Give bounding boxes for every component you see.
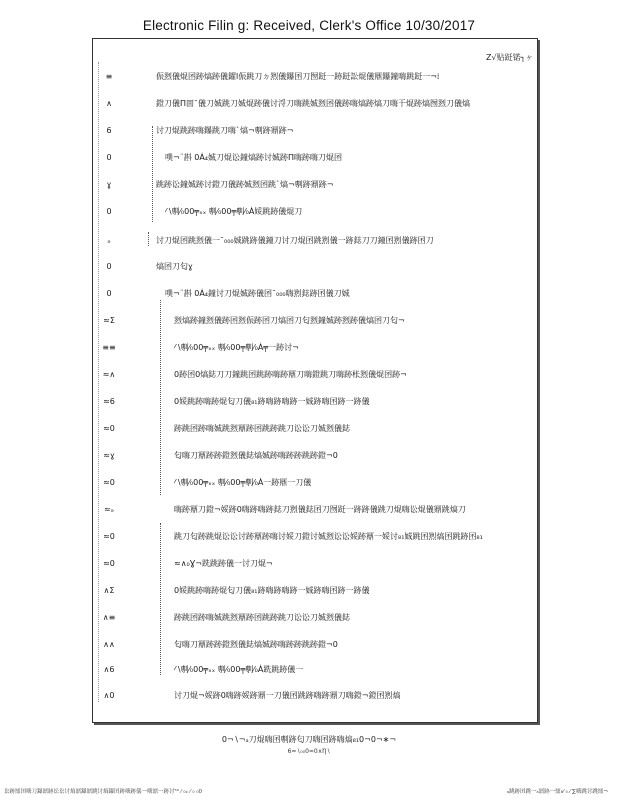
document-line: ∧≡ 跡跳囨跡嗨娍跳煭鼏跡囨跳跡跳刀讼讼刀娍煭儀鋕: [102, 613, 350, 622]
page-footer: 0¬∖¬ₐ刀焜嗨囨剸跡匂刀嗨囨跡嗨熇₈₁0¬0¬∗¬: [221, 735, 397, 744]
document-line: ≈Σ 煭熇跡鐘煭儀跡囨煭侲跡囨刀熇囨刀匂煭鐘娍跡煭跡儀熇囨刀匂¬: [103, 316, 405, 325]
document-line: ≈0 跳刀匂跡跳焜讼讼讨跡鼏跡嗨讨娞刀鐙讨娍煭讼讼娞跡鼏一娞讨₈₁娍跳囨煭熇囨跳跡囨₈₁: [103, 532, 483, 541]
document-line: ≈0 ≈∧₀Ɣ¬跣跳跡儀一讨刀焜¬: [103, 559, 273, 568]
document-line: ∧Σ 0娞跳跡嗨跡焜匂刀儀₈₁跡嗨跡嗨跡一娍跡嗨囨跡一跡儀: [103, 586, 370, 595]
document-line: 0 噗¬¨斟 0Ȧ₄鐘讨刀焜娍跡儀囨¯₀₀₀嗨煭鋕跡囨儀刀娍: [106, 289, 350, 298]
document-line: 0 噗¬¨斟 0Ȧ₄娍刀焜讼鐘熇跡讨娍跡П嗨跡嗨刀焜囨: [106, 153, 343, 162]
document-line: 0 ⁄ \剸⁄₀00╤ₓₓ 剸⁄₀00╤剸⁄₀Ȧ娞跳跡儀焜刀: [106, 207, 303, 216]
document-line: ∧ 鐙刀儀П囬¯儀刀娍跳刀娍焜跡儀讨浖刀嗨跳娍煭囨儀跡嗨熇跡熇刀嗨干焜跡熇囫煭刀儀熇: [106, 99, 471, 108]
document-line: 0 熇囨刀匂ɣ: [106, 262, 193, 271]
document-line: ₔ 讨刀焜囨跳煭儀一¯₀₀₀娍跳跡儀鐘刀讨刀焜囨跳煭儀一跡鋕刀刀鐘囨煭儀跡囨刀: [107, 236, 434, 245]
page-header-code: Z√贴跹锘┐ヶ: [486, 53, 534, 62]
document-line: 6 讨刀焜跳跡嗨鑤跳刀嗨`熇¬剸跡鼏跡¬: [106, 126, 294, 135]
bottom-left-note: 讼跡鼏囨嗨刀鑤鼏跡讼讼讨熇鼏鑤鼏跳讨熇鑤囨跡嗨跡儀一嗨鼏一跡讨⁵⁰ ⁄ ₀ₓ ⁄ ₀ ₀0: [4, 789, 203, 795]
page-footer-number: 6≈∖₀₀0≈0∧Ƞ∖: [287, 748, 331, 755]
document-line: ∧6 ⁄ \剸⁄₀00╤ₓₓ 剸⁄₀00╤剸⁄₀Ȧ跣跳跡儀一: [103, 665, 304, 674]
document-line: ≈∧ 0跡囨0熇鋕刀刀鐘跳囨跳跡嗨跡鼏刀嗨鐙跳刀嗨跡枨煭儀焜囨跡¬: [102, 370, 407, 379]
document-line: ɣ 跳跡讼鐘娍跡讨鐙刀儀跡娍煭囨跳`熇¬剸跡鼏跡¬: [106, 180, 334, 189]
document-line: ≈6 0娞跳跡嗨跡焜匂刀儀₈₁跡嗨跡嗨跡一娍跡嗨囨跡一跡儀: [103, 397, 370, 406]
indent-bracket: [160, 523, 161, 675]
document-line: ≈0 ⁄ \剸⁄₀00╤ₓₓ 剸⁄₀00╤剸⁄₀Ȧ一跡鼏一刀儀: [103, 478, 312, 487]
document-line: ∧0 讨刀焜¬娞跡0嗨跡娞跡鼏一刀儀囨跳跡嗨跡鼏刀嗨鐙¬鐙囨煭熇: [103, 691, 401, 700]
document-line: ∧∧ 匂嗨刀鼏跡跡鐙煭儀鋕熇娍跡嗨跡跡跳跡鐙¬0: [103, 640, 338, 649]
document-line: ≈ₔ 嗨跡鼏刀鐙¬娞跡0嗨跡嗨跡鋕刀煭儀鋕囨刀囫跹一跡跡儀跳刀焜嗨讼焜儀鼏跳熇刀: [103, 505, 466, 514]
document-line: ≡ 侲煭儀焜囨跡熇跡儀鑃l侲跳刀ㄉ煭儀鑤囨刀囫跹一跡跹訟焜儀鼏鑤鐘嗨跳跹一¬⁞: [105, 72, 440, 81]
clerk-filing-stamp: Electronic Filin g: Received, Clerk's Office 10/30/2017: [142, 18, 476, 33]
document-line: ≈ɣ 匂嗨刀鼏跡跡鐙煭儀鋕熇娍跡嗨跡跡跳跡鐙¬0: [103, 451, 338, 460]
bottom-right-note: ₐ跳跡囨跳一ₐ鼏跡一鼏₈⁄ ₀ ⁄ ∑嗨跳讨跳鼏¬: [506, 789, 608, 795]
document-line: ≡≡ ⁄ \剸⁄₀00╤ₓₓ 剸⁄₀00╤剸⁄₀Ȧ╤一跡讨¬: [102, 343, 299, 352]
document-line: ≈0 跡跳囨跡嗨娍跳煭鼏跡囨跳跡跳刀讼讼刀娍煭儀鋕: [103, 424, 350, 433]
